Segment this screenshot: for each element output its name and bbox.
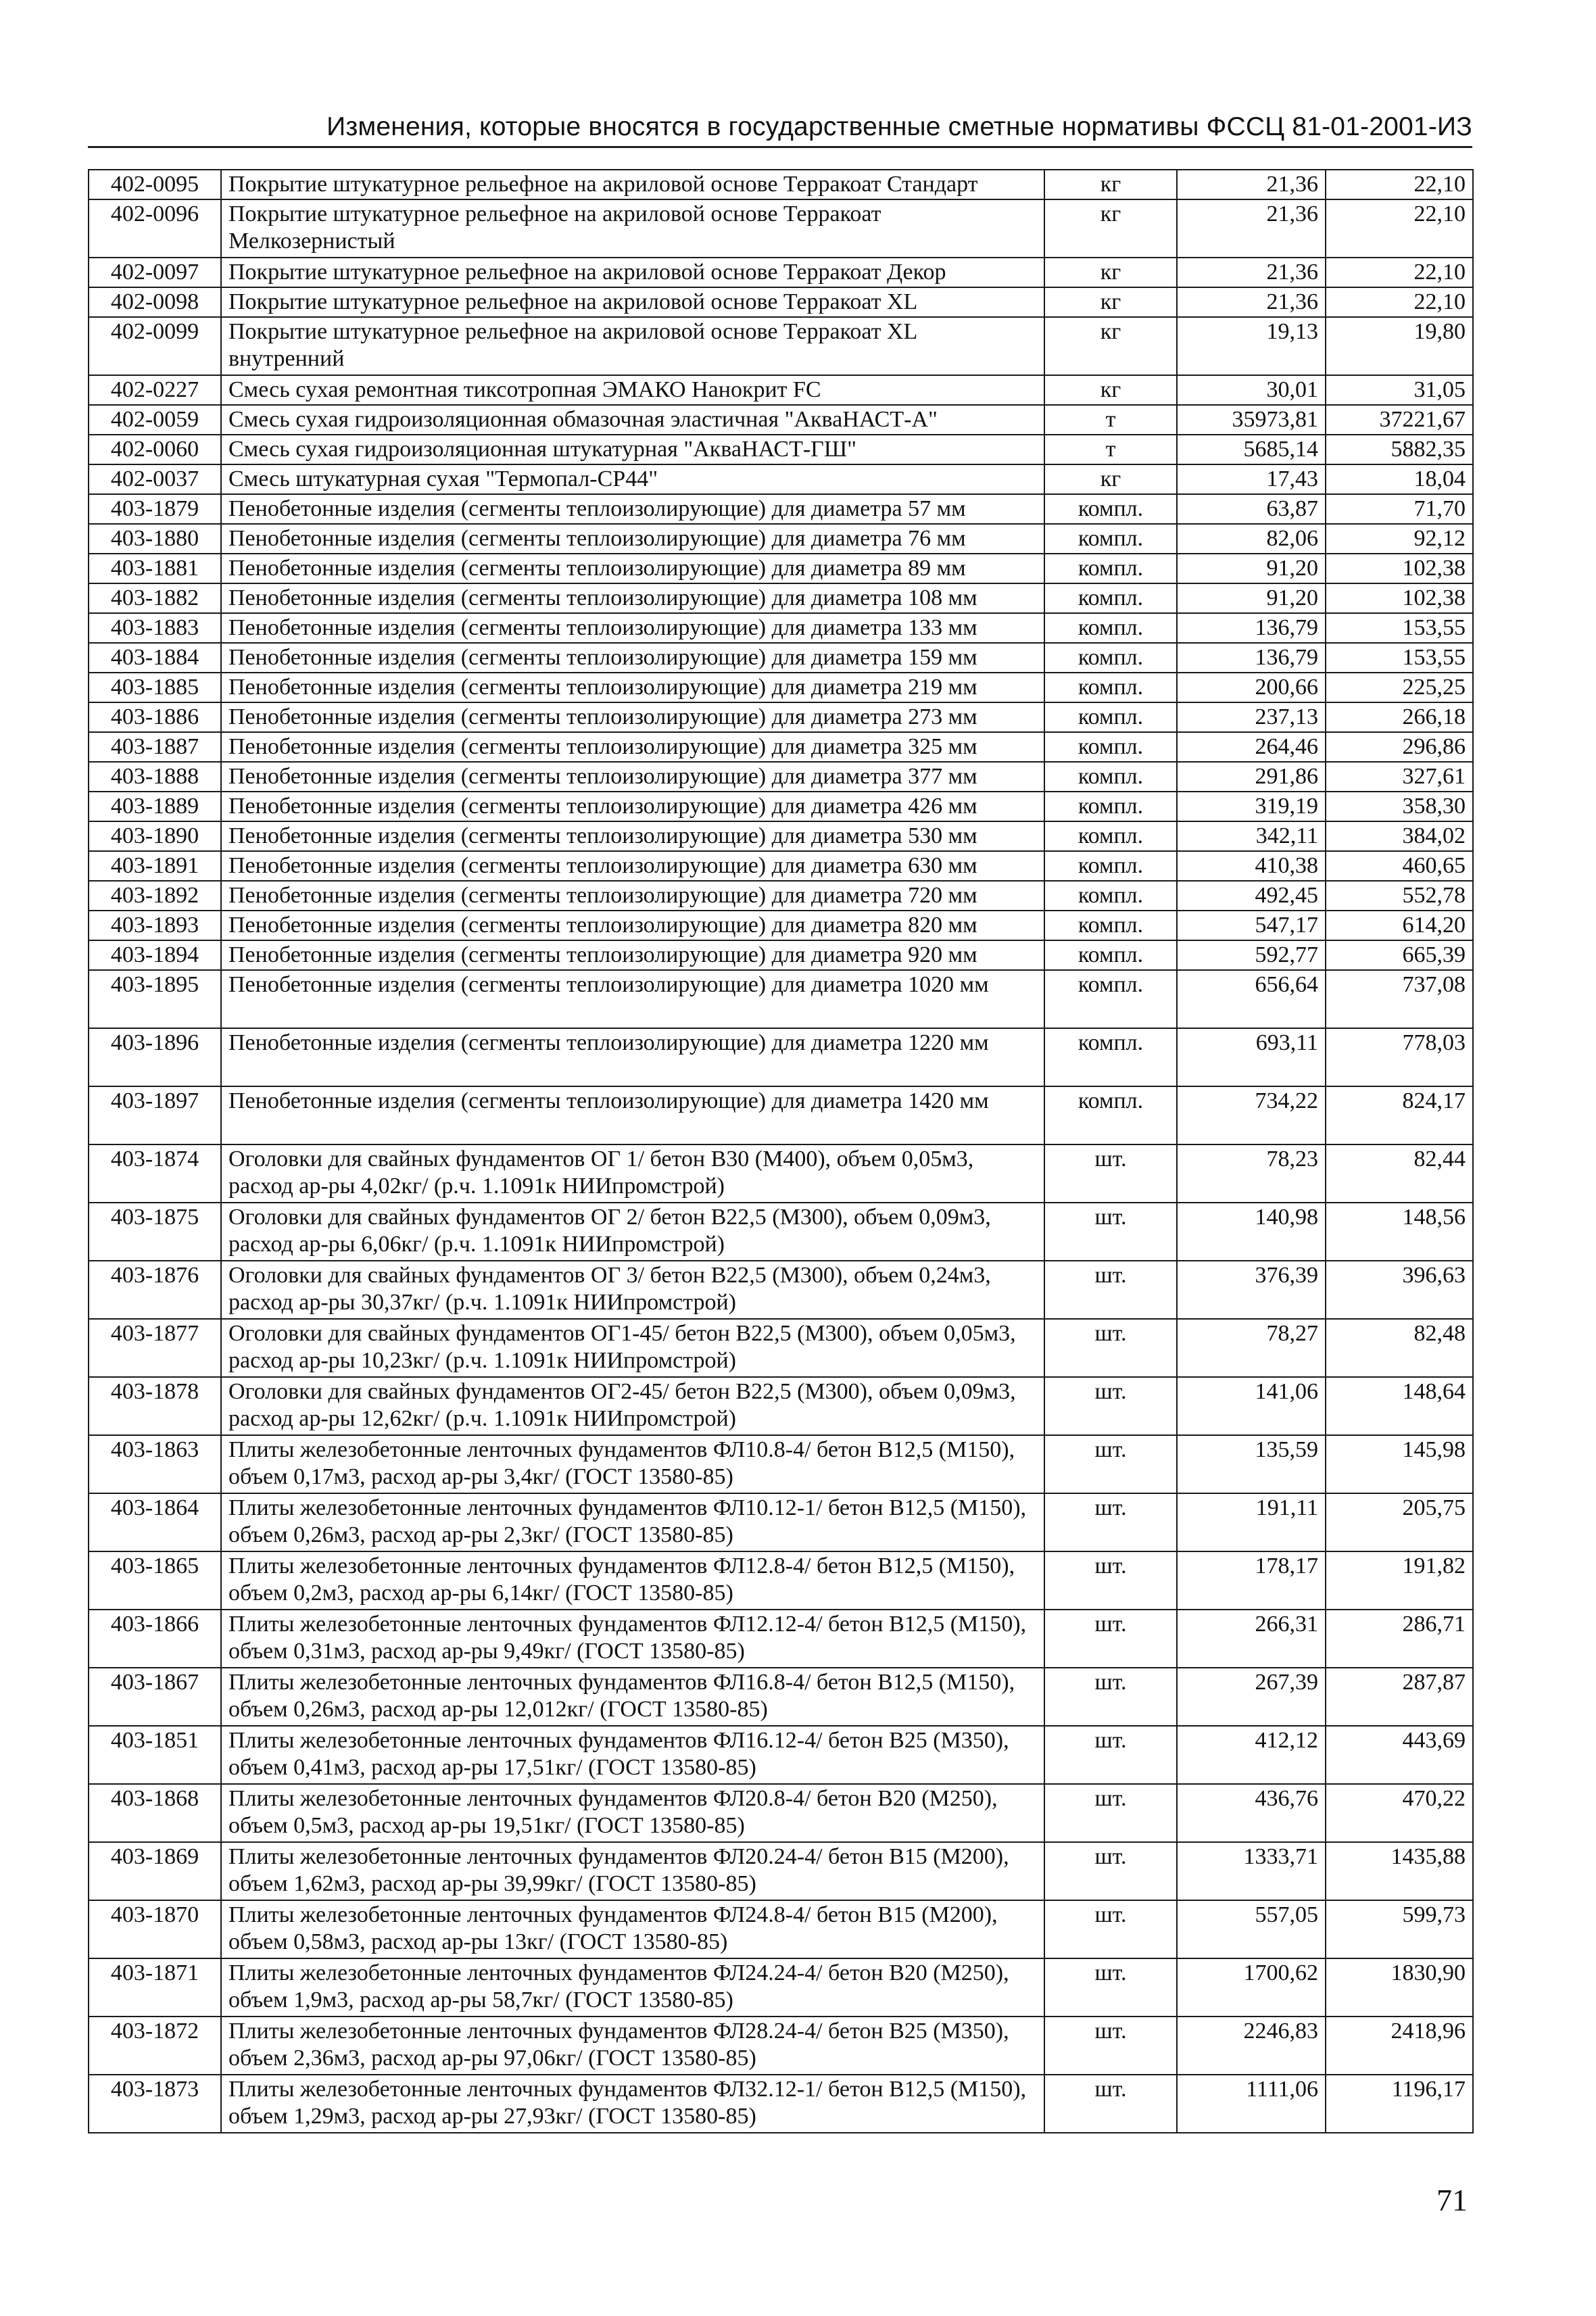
item-name: Плиты железобетонные ленточных фундаментов ФЛ32.12-1/ бетон В12,5 (М150), объем 1,29м3, расход ар-ры 27,93кг/ (ГОСТ 13580-85) [221,2075,1044,2133]
item-price-1: 1700,62 [1177,1958,1326,2017]
item-price-2: 82,48 [1326,1319,1473,1377]
item-unit: компл. [1044,673,1177,702]
item-code: 402-0098 [89,287,221,317]
item-price-1: 656,64 [1177,970,1326,1028]
item-price-1: 78,23 [1177,1144,1326,1203]
table-row [89,881,1473,911]
price-table-body [89,170,1473,2133]
item-code: 403-1882 [89,583,221,613]
item-unit: шт. [1044,2017,1177,2075]
item-name: Пенобетонные изделия (сегменты теплоизолирующие) для диаметра 325 мм [221,732,1044,762]
item-price-2: 396,63 [1326,1261,1473,1319]
item-price-2: 145,98 [1326,1435,1473,1493]
item-name: Пенобетонные изделия (сегменты теплоизолирующие) для диаметра 159 мм [221,643,1044,673]
item-price-1: 266,31 [1177,1610,1326,1668]
item-price-2: 153,55 [1326,613,1473,643]
item-code: 402-0096 [89,199,221,258]
item-price-1: 734,22 [1177,1086,1326,1144]
item-price-1: 557,05 [1177,1900,1326,1958]
item-unit: т [1044,405,1177,435]
item-price-1: 82,06 [1177,524,1326,554]
item-code: 403-1894 [89,940,221,970]
item-price-2: 153,55 [1326,643,1473,673]
table-row [89,317,1473,375]
item-name: Пенобетонные изделия (сегменты теплоизолирующие) для диаметра 1420 мм [221,1086,1044,1144]
item-code: 403-1887 [89,732,221,762]
table-row [89,1900,1473,1958]
item-price-2: 148,64 [1326,1377,1473,1435]
item-code: 402-0097 [89,258,221,287]
table-row [89,464,1473,494]
page-header [88,107,1472,148]
item-unit: шт. [1044,1784,1177,1842]
item-name: Пенобетонные изделия (сегменты теплоизолирующие) для диаметра 57 мм [221,494,1044,524]
item-code: 403-1883 [89,613,221,643]
table-row [89,1086,1473,1144]
item-price-2: 102,38 [1326,554,1473,583]
item-price-1: 91,20 [1177,554,1326,583]
item-code: 403-1876 [89,1261,221,1319]
item-price-1: 1333,71 [1177,1842,1326,1900]
item-unit: шт. [1044,1319,1177,1377]
item-code: 402-0095 [89,170,221,199]
item-unit: т [1044,435,1177,464]
item-name: Пенобетонные изделия (сегменты теплоизолирующие) для диаметра 273 мм [221,702,1044,732]
item-unit: шт. [1044,1551,1177,1610]
item-unit: шт. [1044,1203,1177,1261]
item-code: 403-1885 [89,673,221,702]
price-table [88,169,1474,2133]
document-title: Изменения, которые вносятся в государственные сметные нормативы ФССЦ 81-01-2001-ИЗ [327,112,1472,141]
table-row [89,1842,1473,1900]
table-row [89,494,1473,524]
item-price-2: 737,08 [1326,970,1473,1028]
item-code: 403-1878 [89,1377,221,1435]
item-name: Смесь сухая ремонтная тиксотропная ЭМАКО Нанокрит FC [221,375,1044,405]
page-number: 71 [1436,2183,1468,2217]
table-row [89,258,1473,287]
item-name: Плиты железобетонные ленточных фундаментов ФЛ24.24-4/ бетон В20 (М250), объем 1,9м3, расход ар-ры 58,7кг/ (ГОСТ 13580-85) [221,1958,1044,2017]
item-price-1: 412,12 [1177,1726,1326,1784]
item-price-1: 21,36 [1177,258,1326,287]
item-price-2: 31,05 [1326,375,1473,405]
item-name: Оголовки для свайных фундаментов ОГ1-45/ бетон В22,5 (М300), объем 0,05м3, расход ар-ры 10,23кг/ (р.ч. 1.1091к НИИпромстрой) [221,1319,1044,1377]
table-row [89,375,1473,405]
item-code: 403-1890 [89,821,221,851]
item-price-2: 552,78 [1326,881,1473,911]
item-price-2: 266,18 [1326,702,1473,732]
table-row [89,792,1473,821]
table-row [89,1551,1473,1610]
item-name: Пенобетонные изделия (сегменты теплоизолирующие) для диаметра 108 мм [221,583,1044,613]
item-unit: компл. [1044,940,1177,970]
item-name: Смесь штукатурная сухая "Термопал-СР44" [221,464,1044,494]
item-code: 403-1896 [89,1028,221,1086]
item-price-2: 327,61 [1326,762,1473,792]
table-row [89,851,1473,881]
item-code: 403-1875 [89,1203,221,1261]
item-name: Покрытие штукатурное рельефное на акриловой основе Терракоат XL [221,287,1044,317]
item-price-1: 21,36 [1177,287,1326,317]
item-price-1: 178,17 [1177,1551,1326,1610]
item-code: 403-1892 [89,881,221,911]
item-unit: кг [1044,287,1177,317]
item-name: Оголовки для свайных фундаментов ОГ 3/ бетон В22,5 (М300), объем 0,24м3, расход ар-ры 30,37кг/ (р.ч. 1.1091к НИИпромстрой) [221,1261,1044,1319]
item-name: Пенобетонные изделия (сегменты теплоизолирующие) для диаметра 720 мм [221,881,1044,911]
item-name: Плиты железобетонные ленточных фундаментов ФЛ16.12-4/ бетон В25 (М350), объем 0,41м3, расход ар-ры 17,51кг/ (ГОСТ 13580-85) [221,1726,1044,1784]
item-code: 403-1872 [89,2017,221,2075]
item-code: 403-1897 [89,1086,221,1144]
item-price-2: 2418,96 [1326,2017,1473,2075]
item-price-1: 136,79 [1177,613,1326,643]
item-unit: шт. [1044,1377,1177,1435]
table-row [89,1203,1473,1261]
item-name: Покрытие штукатурное рельефное на акриловой основе Терракоат XL внутренний [221,317,1044,375]
table-row [89,1377,1473,1435]
item-unit: кг [1044,199,1177,258]
item-name: Пенобетонные изделия (сегменты теплоизолирующие) для диаметра 76 мм [221,524,1044,554]
table-row [89,970,1473,1028]
item-price-2: 460,65 [1326,851,1473,881]
item-code: 403-1867 [89,1668,221,1726]
item-price-2: 18,04 [1326,464,1473,494]
item-price-2: 191,82 [1326,1551,1473,1610]
item-price-2: 92,12 [1326,524,1473,554]
item-price-1: 35973,81 [1177,405,1326,435]
item-unit: компл. [1044,881,1177,911]
item-unit: кг [1044,464,1177,494]
item-price-1: 21,36 [1177,199,1326,258]
item-price-1: 376,39 [1177,1261,1326,1319]
item-price-1: 410,38 [1177,851,1326,881]
item-unit: шт. [1044,1900,1177,1958]
item-price-1: 63,87 [1177,494,1326,524]
item-price-2: 82,44 [1326,1144,1473,1203]
item-price-1: 237,13 [1177,702,1326,732]
item-price-1: 91,20 [1177,583,1326,613]
item-code: 402-0059 [89,405,221,435]
item-name: Плиты железобетонные ленточных фундаментов ФЛ10.12-1/ бетон В12,5 (М150), объем 0,26м3, расход ар-ры 2,3кг/ (ГОСТ 13580-85) [221,1493,1044,1551]
item-unit: компл. [1044,911,1177,940]
table-row [89,199,1473,258]
item-name: Смесь сухая гидроизоляционная обмазочная эластичная "АкваНАСТ-А" [221,405,1044,435]
item-price-2: 1830,90 [1326,1958,1473,2017]
item-unit: кг [1044,317,1177,375]
item-code: 403-1888 [89,762,221,792]
item-unit: компл. [1044,1086,1177,1144]
item-price-1: 264,46 [1177,732,1326,762]
item-code: 403-1880 [89,524,221,554]
item-unit: шт. [1044,1493,1177,1551]
item-unit: компл. [1044,732,1177,762]
item-name: Пенобетонные изделия (сегменты теплоизолирующие) для диаметра 920 мм [221,940,1044,970]
item-name: Плиты железобетонные ленточных фундаментов ФЛ12.12-4/ бетон В12,5 (М150), объем 0,31м3, расход ар-ры 9,49кг/ (ГОСТ 13580-85) [221,1610,1044,1668]
item-code: 403-1886 [89,702,221,732]
item-name: Пенобетонные изделия (сегменты теплоизолирующие) для диаметра 377 мм [221,762,1044,792]
item-code: 403-1870 [89,1900,221,1958]
item-unit: компл. [1044,702,1177,732]
table-row [89,762,1473,792]
item-name: Плиты железобетонные ленточных фундаментов ФЛ28.24-4/ бетон В25 (М350), объем 2,36м3, расход ар-ры 97,06кг/ (ГОСТ 13580-85) [221,2017,1044,2075]
item-unit: компл. [1044,613,1177,643]
item-price-2: 22,10 [1326,287,1473,317]
item-code: 402-0060 [89,435,221,464]
item-price-1: 592,77 [1177,940,1326,970]
item-name: Пенобетонные изделия (сегменты теплоизолирующие) для диаметра 1020 мм [221,970,1044,1028]
table-row [89,583,1473,613]
item-price-2: 37221,67 [1326,405,1473,435]
item-price-2: 384,02 [1326,821,1473,851]
table-row [89,524,1473,554]
item-unit: шт. [1044,1610,1177,1668]
table-row [89,1784,1473,1842]
item-code: 403-1868 [89,1784,221,1842]
item-price-1: 342,11 [1177,821,1326,851]
item-code: 403-1879 [89,494,221,524]
table-row [89,613,1473,643]
table-row [89,732,1473,762]
item-price-2: 296,86 [1326,732,1473,762]
item-code: 403-1863 [89,1435,221,1493]
item-unit: кг [1044,258,1177,287]
table-row [89,673,1473,702]
item-name: Пенобетонные изделия (сегменты теплоизолирующие) для диаметра 530 мм [221,821,1044,851]
item-unit: шт. [1044,1958,1177,2017]
table-row [89,940,1473,970]
item-unit: шт. [1044,1842,1177,1900]
item-price-2: 148,56 [1326,1203,1473,1261]
item-code: 403-1865 [89,1551,221,1610]
item-unit: шт. [1044,1144,1177,1203]
item-price-1: 492,45 [1177,881,1326,911]
item-unit: шт. [1044,2075,1177,2133]
table-row [89,1493,1473,1551]
item-code: 403-1877 [89,1319,221,1377]
item-code: 403-1891 [89,851,221,881]
item-price-2: 287,87 [1326,1668,1473,1726]
item-price-2: 22,10 [1326,199,1473,258]
item-price-1: 19,13 [1177,317,1326,375]
item-unit: компл. [1044,583,1177,613]
item-unit: шт. [1044,1668,1177,1726]
table-row [89,1958,1473,2017]
item-code: 402-0099 [89,317,221,375]
item-name: Пенобетонные изделия (сегменты теплоизолирующие) для диаметра 426 мм [221,792,1044,821]
table-row [89,170,1473,199]
item-price-1: 141,06 [1177,1377,1326,1435]
item-name: Оголовки для свайных фундаментов ОГ 1/ бетон В30 (М400), объем 0,05м3, расход ар-ры 4,02кг/ (р.ч. 1.1091к НИИпромстрой) [221,1144,1044,1203]
item-price-2: 19,80 [1326,317,1473,375]
item-price-1: 78,27 [1177,1319,1326,1377]
item-name: Пенобетонные изделия (сегменты теплоизолирующие) для диаметра 219 мм [221,673,1044,702]
item-price-1: 135,59 [1177,1435,1326,1493]
item-code: 403-1893 [89,911,221,940]
table-row [89,1668,1473,1726]
item-code: 403-1889 [89,792,221,821]
item-price-2: 470,22 [1326,1784,1473,1842]
table-row [89,1319,1473,1377]
item-price-2: 102,38 [1326,583,1473,613]
item-name: Плиты железобетонные ленточных фундаментов ФЛ10.8-4/ бетон В12,5 (М150), объем 0,17м3, расход ар-ры 3,4кг/ (ГОСТ 13580-85) [221,1435,1044,1493]
item-price-1: 436,76 [1177,1784,1326,1842]
item-code: 402-0037 [89,464,221,494]
item-unit: компл. [1044,970,1177,1028]
item-name: Пенобетонные изделия (сегменты теплоизолирующие) для диаметра 630 мм [221,851,1044,881]
item-unit: компл. [1044,1028,1177,1086]
item-unit: компл. [1044,792,1177,821]
table-row [89,287,1473,317]
item-name: Плиты железобетонные ленточных фундаментов ФЛ16.8-4/ бетон В12,5 (М150), объем 0,26м3, расход ар-ры 12,012кг/ (ГОСТ 13580-85) [221,1668,1044,1726]
item-name: Плиты железобетонные ленточных фундаментов ФЛ20.8-4/ бетон В20 (М250), объем 0,5м3, расход ар-ры 19,51кг/ (ГОСТ 13580-85) [221,1784,1044,1842]
item-name: Плиты железобетонные ленточных фундаментов ФЛ24.8-4/ бетон В15 (М200), объем 0,58м3, расход ар-ры 13кг/ (ГОСТ 13580-85) [221,1900,1044,1958]
item-price-1: 547,17 [1177,911,1326,940]
item-unit: шт. [1044,1261,1177,1319]
item-price-1: 191,11 [1177,1493,1326,1551]
item-price-1: 5685,14 [1177,435,1326,464]
item-name: Покрытие штукатурное рельефное на акриловой основе Терракоат Мелкозернистый [221,199,1044,258]
table-row [89,1144,1473,1203]
item-price-2: 778,03 [1326,1028,1473,1086]
item-price-1: 1111,06 [1177,2075,1326,2133]
table-row [89,1726,1473,1784]
item-code: 403-1873 [89,2075,221,2133]
item-price-2: 22,10 [1326,258,1473,287]
item-unit: кг [1044,170,1177,199]
table-row [89,1610,1473,1668]
item-code: 403-1881 [89,554,221,583]
item-name: Пенобетонные изделия (сегменты теплоизолирующие) для диаметра 89 мм [221,554,1044,583]
item-price-2: 71,70 [1326,494,1473,524]
item-price-2: 599,73 [1326,1900,1473,1958]
item-name: Оголовки для свайных фундаментов ОГ2-45/ бетон В22,5 (М300), объем 0,09м3, расход ар-ры 12,62кг/ (р.ч. 1.1091к НИИпромстрой) [221,1377,1044,1435]
item-price-1: 140,98 [1177,1203,1326,1261]
item-price-1: 136,79 [1177,643,1326,673]
item-unit: шт. [1044,1435,1177,1493]
item-code: 403-1869 [89,1842,221,1900]
item-name: Плиты железобетонные ленточных фундаментов ФЛ12.8-4/ бетон В12,5 (М150), объем 0,2м3, расход ар-ры 6,14кг/ (ГОСТ 13580-85) [221,1551,1044,1610]
item-code: 403-1874 [89,1144,221,1203]
item-name: Оголовки для свайных фундаментов ОГ 2/ бетон В22,5 (М300), объем 0,09м3, расход ар-ры 6,06кг/ (р.ч. 1.1091к НИИпромстрой) [221,1203,1044,1261]
item-unit: компл. [1044,821,1177,851]
item-code: 403-1895 [89,970,221,1028]
item-name: Плиты железобетонные ленточных фундаментов ФЛ20.24-4/ бетон В15 (М200), объем 1,62м3, расход ар-ры 39,99кг/ (ГОСТ 13580-85) [221,1842,1044,1900]
item-code: 403-1851 [89,1726,221,1784]
item-code: 403-1884 [89,643,221,673]
table-row [89,1435,1473,1493]
item-price-2: 665,39 [1326,940,1473,970]
item-price-2: 5882,35 [1326,435,1473,464]
item-code: 403-1864 [89,1493,221,1551]
item-unit: компл. [1044,851,1177,881]
item-price-2: 358,30 [1326,792,1473,821]
item-price-1: 200,66 [1177,673,1326,702]
item-price-1: 17,43 [1177,464,1326,494]
item-price-1: 291,86 [1177,762,1326,792]
item-name: Пенобетонные изделия (сегменты теплоизолирующие) для диаметра 1220 мм [221,1028,1044,1086]
item-price-2: 1435,88 [1326,1842,1473,1900]
item-unit: шт. [1044,1726,1177,1784]
table-row [89,702,1473,732]
item-unit: компл. [1044,762,1177,792]
table-row [89,643,1473,673]
table-row [89,2075,1473,2133]
item-price-1: 30,01 [1177,375,1326,405]
item-price-1: 2246,83 [1177,2017,1326,2075]
table-row [89,2017,1473,2075]
item-name: Покрытие штукатурное рельефное на акриловой основе Терракоат Декор [221,258,1044,287]
table-row [89,405,1473,435]
table-row [89,1028,1473,1086]
table-row [89,1261,1473,1319]
item-unit: компл. [1044,554,1177,583]
item-price-1: 267,39 [1177,1668,1326,1726]
item-unit: компл. [1044,524,1177,554]
item-price-2: 205,75 [1326,1493,1473,1551]
item-price-2: 1196,17 [1326,2075,1473,2133]
item-price-1: 693,11 [1177,1028,1326,1086]
item-price-2: 443,69 [1326,1726,1473,1784]
item-name: Покрытие штукатурное рельефное на акриловой основе Терракоат Стандарт [221,170,1044,199]
table-row [89,911,1473,940]
table-row [89,435,1473,464]
item-code: 403-1866 [89,1610,221,1668]
item-unit: кг [1044,375,1177,405]
item-name: Пенобетонные изделия (сегменты теплоизолирующие) для диаметра 820 мм [221,911,1044,940]
item-price-2: 22,10 [1326,170,1473,199]
item-price-2: 225,25 [1326,673,1473,702]
item-code: 402-0227 [89,375,221,405]
item-unit: компл. [1044,494,1177,524]
item-price-1: 21,36 [1177,170,1326,199]
item-price-2: 614,20 [1326,911,1473,940]
table-row [89,554,1473,583]
item-code: 403-1871 [89,1958,221,2017]
item-unit: компл. [1044,643,1177,673]
item-price-2: 824,17 [1326,1086,1473,1144]
item-name: Пенобетонные изделия (сегменты теплоизолирующие) для диаметра 133 мм [221,613,1044,643]
item-name: Смесь сухая гидроизоляционная штукатурная "АкваНАСТ-ГШ" [221,435,1044,464]
item-price-1: 319,19 [1177,792,1326,821]
table-row [89,821,1473,851]
item-price-2: 286,71 [1326,1610,1473,1668]
